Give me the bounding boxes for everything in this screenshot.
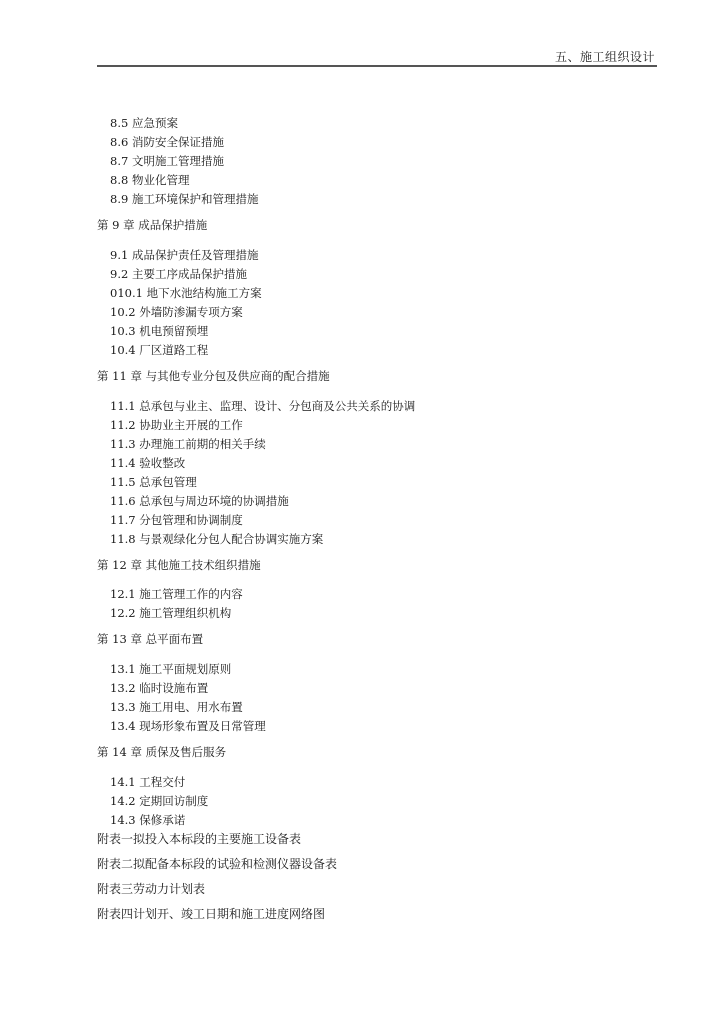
toc-item: 11.6 总承包与周边环境的协调措施	[110, 494, 289, 508]
header-title: 五、施工组织设计	[554, 50, 655, 64]
toc-item: 13.1 施工平面规划原则	[110, 662, 232, 676]
toc-item: 13.4 现场形象布置及日常管理	[110, 719, 266, 733]
toc-item: 8.6 消防安全保证措施	[110, 135, 224, 149]
toc-item: 12.2 施工管理组织机构	[110, 606, 232, 620]
toc-item: 9.2 主要工序成品保护措施	[110, 267, 247, 281]
toc-item: 14.1 工程交付	[110, 775, 186, 789]
toc-item: 13.2 临时设施布置	[110, 681, 209, 695]
toc-item: 010.1 地下水池结构施工方案	[110, 286, 262, 300]
toc-item: 10.2 外墙防渗漏专项方案	[110, 305, 243, 319]
toc-item: 11.5 总承包管理	[110, 475, 197, 489]
toc-appendix: 附表四计划开、竣工日期和施工进度网络图	[97, 907, 326, 921]
toc-item: 10.3 机电预留预埋	[110, 324, 209, 338]
toc-item: 8.9 施工环境保护和管理措施	[110, 192, 259, 206]
toc-chapter: 第 13 章 总平面布置	[97, 632, 204, 646]
toc-item: 11.3 办理施工前期的相关手续	[110, 437, 266, 451]
toc-item: 11.8 与景观绿化分包人配合协调实施方案	[110, 532, 324, 546]
toc-appendix: 附表三劳动力计划表	[97, 882, 206, 896]
toc-item: 12.1 施工管理工作的内容	[110, 587, 243, 601]
toc-item: 8.5 应急预案	[110, 116, 178, 130]
toc-appendix: 附表二拟配备本标段的试验和检测仪器设备表	[97, 857, 338, 871]
toc-item: 11.1 总承包与业主、监理、设计、分包商及公共关系的协调	[110, 399, 416, 413]
toc-chapter: 第 11 章 与其他专业分包及供应商的配合措施	[97, 369, 330, 383]
toc-chapter: 第 14 章 质保及售后服务	[97, 745, 227, 759]
toc-item: 8.8 物业化管理	[110, 173, 190, 187]
toc-item: 11.2 协助业主开展的工作	[110, 418, 243, 432]
toc-chapter: 第 9 章 成品保护措施	[97, 218, 208, 232]
toc-item: 10.4 厂区道路工程	[110, 343, 209, 357]
toc-item: 14.3 保修承诺	[110, 813, 186, 827]
toc-appendix: 附表一拟投入本标段的主要施工设备表	[97, 832, 302, 846]
toc-item: 8.7 文明施工管理措施	[110, 154, 224, 168]
toc-chapter: 第 12 章 其他施工技术组织措施	[97, 558, 261, 572]
toc-item: 13.3 施工用电、用水布置	[110, 700, 243, 714]
toc-item: 9.1 成品保护责任及管理措施	[110, 248, 259, 262]
toc-item: 11.7 分包管理和协调制度	[110, 513, 243, 527]
toc-item: 14.2 定期回访制度	[110, 794, 209, 808]
toc-item: 11.4 验收整改	[110, 456, 186, 470]
